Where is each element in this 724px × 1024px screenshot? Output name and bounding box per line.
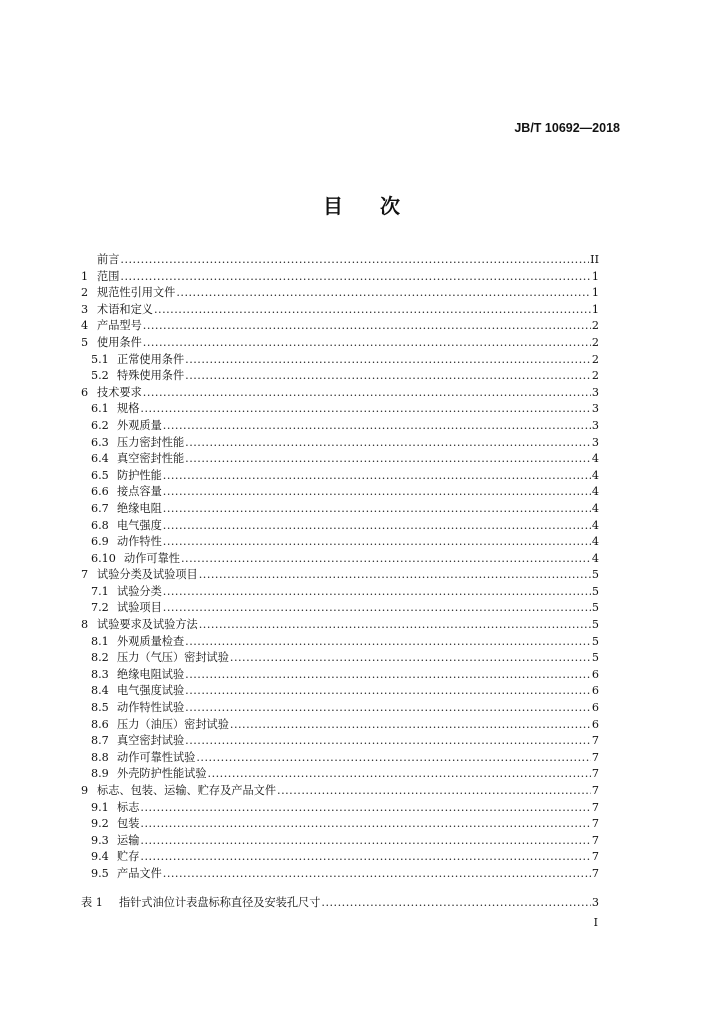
toc-entry-label: 标志: [117, 800, 140, 814]
toc-entry-label: 包装: [117, 817, 140, 831]
toc-entry[interactable]: [81, 501, 599, 518]
toc-entry-number: 8.8: [91, 750, 109, 764]
toc-entry[interactable]: [81, 518, 599, 535]
toc-entry-label: 试验项目: [117, 601, 162, 615]
toc-entry[interactable]: [81, 435, 599, 452]
dot-leader: [163, 600, 591, 617]
toc-entry-number: 8.3: [91, 667, 109, 681]
toc-entry-number: 6.5: [91, 468, 109, 482]
toc-entry[interactable]: [81, 667, 599, 684]
toc-entry-page: 7: [591, 817, 599, 831]
toc-entry-page: 6: [591, 667, 599, 681]
toc-entry[interactable]: [81, 600, 599, 617]
toc-entry-number: 8.1: [91, 634, 109, 648]
toc-entry-number: 表 1: [81, 896, 103, 909]
toc-entry-label: 标志、包装、运输、贮存及产品文件: [97, 784, 277, 797]
toc-entry-number: 8.4: [91, 684, 109, 698]
toc-entry-number: 6.7: [91, 501, 109, 515]
title-char: 次: [380, 194, 401, 218]
toc-entry-page: 6: [591, 717, 599, 731]
toc-entry[interactable]: [81, 484, 599, 501]
toc-entry-label: 真空密封性能: [117, 452, 185, 466]
dot-leader: [199, 567, 591, 584]
toc-entry-number: 8.5: [91, 701, 109, 715]
dot-leader: [230, 650, 591, 667]
toc-entry-label: 正常使用条件: [117, 352, 185, 366]
toc-entry-label: 动作特性: [117, 535, 162, 549]
dot-leader: [154, 302, 591, 319]
toc-entry-number: 9.2: [91, 817, 109, 831]
toc-entry-page: 5: [591, 584, 599, 598]
toc-entry-page: 1: [591, 269, 599, 283]
toc-entry-page: 4: [591, 452, 599, 466]
dot-leader: [185, 435, 591, 452]
dot-leader: [140, 816, 590, 833]
dot-leader: [277, 783, 591, 800]
toc-entry-label: 运输: [117, 833, 140, 847]
toc-entry-number: 6.1: [91, 402, 109, 416]
toc-entry-label: 动作可靠性: [124, 551, 180, 565]
dot-leader: [176, 285, 591, 302]
toc-entry[interactable]: [81, 551, 599, 568]
dot-leader: [163, 418, 591, 435]
page-title: [0, 190, 724, 219]
toc-entry-number: 7.2: [91, 601, 109, 615]
toc-entry[interactable]: [81, 567, 599, 584]
toc-entry-number: 9.3: [91, 833, 109, 847]
dot-leader: [140, 849, 590, 866]
toc-entry-label: 压力（气压）密封试验: [117, 651, 229, 665]
toc-entry-number: 8: [81, 618, 89, 632]
toc-entry-label: 术语和定义: [97, 302, 153, 316]
dot-leader: [230, 717, 591, 734]
dot-leader: [321, 895, 590, 912]
toc-entry-number: 9.4: [91, 850, 109, 864]
toc-entry-page: 1: [591, 302, 599, 316]
toc-entry[interactable]: [81, 895, 599, 912]
list-of-tables: [81, 895, 599, 912]
toc-entry[interactable]: [81, 683, 599, 700]
toc-entry-label: 范围: [97, 269, 120, 283]
toc-entry[interactable]: [81, 849, 599, 866]
toc-entry-label: 绝缘电阻: [117, 501, 162, 515]
dot-leader: [185, 700, 591, 717]
dot-leader: [140, 833, 590, 850]
toc-entry-number: 8.6: [91, 717, 109, 731]
toc-entry-page: 7: [591, 833, 599, 847]
toc-entry-label: 防护性能: [117, 468, 162, 482]
toc-entry-page: 4: [591, 518, 599, 532]
toc-entry[interactable]: [81, 717, 599, 734]
page-number: I: [593, 916, 598, 929]
toc-entry-number: 1: [81, 269, 89, 283]
toc-entry[interactable]: [81, 816, 599, 833]
toc-entry[interactable]: [81, 584, 599, 601]
dot-leader: [208, 766, 591, 783]
toc-entry-label: 真空密封试验: [117, 734, 185, 748]
dot-leader: [185, 352, 591, 369]
toc-entry[interactable]: [81, 335, 599, 352]
toc-entry-page: 7: [591, 784, 599, 797]
toc-entry-number: 8.7: [91, 734, 109, 748]
dot-leader: [163, 518, 591, 535]
toc-entry-page: 7: [591, 800, 599, 814]
dot-leader: [120, 252, 589, 269]
toc-entry-page: 4: [591, 468, 599, 482]
toc-entry-label: 试验分类及试验项目: [97, 568, 198, 582]
dot-leader: [163, 534, 591, 551]
dot-leader: [143, 318, 591, 335]
toc-entry[interactable]: [81, 800, 599, 817]
toc-entry[interactable]: [81, 352, 599, 369]
toc-entry[interactable]: [81, 634, 599, 651]
toc-entry-label: 压力（油压）密封试验: [117, 717, 229, 731]
toc-entry-number: 6.3: [91, 435, 109, 449]
dot-leader: [163, 484, 591, 501]
toc-entry-label: 技术要求: [97, 385, 142, 399]
toc-entry-page: 4: [591, 485, 599, 499]
toc-entry-number: 9.5: [91, 866, 109, 880]
toc-entry[interactable]: [81, 285, 599, 302]
toc-entry-label: 外观质量: [117, 418, 162, 432]
toc-entry-page: 7: [591, 866, 599, 880]
toc-entry-number: 6.9: [91, 535, 109, 549]
toc-entry-label: 指针式油位计表盘标称直径及安装孔尺寸: [119, 896, 321, 909]
toc-entry-number: 5.2: [91, 369, 109, 383]
toc-entry-label: 前言: [97, 253, 120, 266]
toc-entry-label: 特殊使用条件: [117, 369, 185, 383]
dot-leader: [185, 634, 591, 651]
toc-entry[interactable]: [81, 700, 599, 717]
toc-entry-page: 2: [591, 319, 599, 333]
dot-leader: [185, 368, 591, 385]
toc-entry[interactable]: [81, 418, 599, 435]
toc-entry-number: 9: [81, 784, 89, 797]
toc-entry[interactable]: [81, 385, 599, 402]
toc-entry-page: 4: [591, 551, 599, 565]
toc-entry-label: 电气强度试验: [117, 684, 185, 698]
toc-entry-number: 6.4: [91, 452, 109, 466]
toc-entry-page: 7: [591, 850, 599, 864]
toc-entry-label: 产品型号: [97, 319, 142, 333]
toc-entry-label: 外壳防护性能试验: [117, 767, 207, 781]
toc-entry-page: 6: [591, 684, 599, 698]
toc-entry[interactable]: [81, 318, 599, 335]
toc-entry-label: 规格: [117, 402, 140, 416]
toc-entry[interactable]: [81, 302, 599, 319]
toc-entry-number: 5: [81, 335, 89, 349]
toc-entry-number: 6: [81, 385, 89, 399]
dot-leader: [143, 335, 591, 352]
toc-entry-label: 产品文件: [117, 866, 162, 880]
toc-entry-page: 2: [591, 335, 599, 349]
toc-entry-number: 5.1: [91, 352, 109, 366]
toc-entry-number: 4: [81, 319, 89, 333]
toc-entry-number: 8.2: [91, 651, 109, 665]
toc-entry-page: 3: [591, 385, 599, 399]
toc-entry[interactable]: [81, 468, 599, 485]
toc-entry-page: 6: [591, 701, 599, 715]
dot-leader: [143, 385, 591, 402]
toc-entry[interactable]: [81, 833, 599, 850]
toc-entry-page: 5: [591, 634, 599, 648]
toc-entry-label: 动作特性试验: [117, 701, 185, 715]
toc-entry[interactable]: [81, 783, 599, 800]
dot-leader: [163, 584, 591, 601]
dot-leader: [140, 401, 590, 418]
dot-leader: [185, 733, 591, 750]
toc-entry-label: 外观质量检查: [117, 634, 185, 648]
toc-entry-number: 8.9: [91, 767, 109, 781]
toc-entry-label: 动作可靠性试验: [117, 750, 196, 764]
toc-entry-number: 2: [81, 286, 89, 300]
toc-entry-page: II: [590, 253, 599, 266]
toc-entry-number: 6.6: [91, 485, 109, 499]
toc-entry-page: 4: [591, 535, 599, 549]
toc-entry-page: 5: [591, 651, 599, 665]
toc-entry-page: 5: [591, 618, 599, 632]
toc-entry-label: 压力密封性能: [117, 435, 185, 449]
toc-entry-page: 1: [591, 286, 599, 300]
toc-entry[interactable]: [81, 401, 599, 418]
toc-entry-label: 试验分类: [117, 584, 162, 598]
toc-entry-page: 3: [591, 435, 599, 449]
toc-entry-label: 规范性引用文件: [97, 286, 176, 300]
dot-leader: [163, 468, 591, 485]
toc-entry-number: 9.1: [91, 800, 109, 814]
toc-entry-number: 7: [81, 568, 89, 582]
dot-leader: [120, 269, 590, 286]
toc-entry-page: 5: [591, 601, 599, 615]
toc-entry-page: 3: [591, 896, 599, 909]
toc-entry-label: 贮存: [117, 850, 140, 864]
toc-entry[interactable]: [81, 451, 599, 468]
title-char: 目: [323, 194, 344, 218]
toc-entry-number: 6.8: [91, 518, 109, 532]
toc-entry[interactable]: [81, 866, 599, 883]
dot-leader: [185, 667, 591, 684]
toc-entry[interactable]: [81, 252, 599, 269]
toc-entry-page: 5: [591, 568, 599, 582]
toc-entry[interactable]: [81, 750, 599, 767]
dot-leader: [140, 800, 590, 817]
toc-entry[interactable]: [81, 269, 599, 286]
toc-entry-number: 3: [81, 302, 89, 316]
dot-leader: [196, 750, 591, 767]
standard-code: JB/T 10692—2018: [514, 121, 620, 135]
toc-entry[interactable]: [81, 766, 599, 783]
dot-leader: [181, 551, 591, 568]
toc-entry-number: 7.1: [91, 584, 109, 598]
toc-entry-page: 3: [591, 418, 599, 432]
dot-leader: [163, 501, 591, 518]
dot-leader: [185, 683, 591, 700]
table-of-contents: [81, 252, 599, 883]
toc-entry[interactable]: [81, 617, 599, 634]
toc-entry-label: 接点容量: [117, 485, 162, 499]
toc-entry-page: 3: [591, 402, 599, 416]
toc-entry[interactable]: [81, 534, 599, 551]
toc-entry-page: 7: [591, 750, 599, 764]
toc-entry-label: 电气强度: [117, 518, 162, 532]
toc-entry-label: 绝缘电阻试验: [117, 667, 185, 681]
toc-entry-number: 6.10: [91, 551, 116, 565]
toc-entry-number: 6.2: [91, 418, 109, 432]
toc-entry-page: 7: [591, 734, 599, 748]
toc-entry-label: 试验要求及试验方法: [97, 618, 198, 632]
toc-entry-page: 7: [591, 767, 599, 781]
toc-entry-page: 2: [591, 369, 599, 383]
toc-entry[interactable]: [81, 368, 599, 385]
toc-entry[interactable]: [81, 650, 599, 667]
toc-entry[interactable]: [81, 733, 599, 750]
toc-entry-page: 2: [591, 352, 599, 366]
toc-entry-page: 4: [591, 501, 599, 515]
dot-leader: [199, 617, 591, 634]
dot-leader: [163, 866, 591, 883]
toc-entry-label: 使用条件: [97, 335, 142, 349]
dot-leader: [185, 451, 591, 468]
